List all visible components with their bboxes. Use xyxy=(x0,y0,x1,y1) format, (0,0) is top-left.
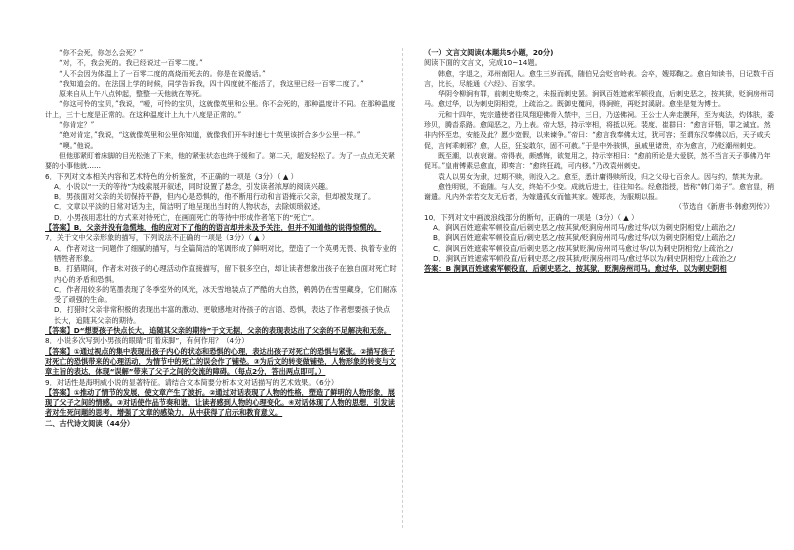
left-paragraph: “我知道会的。在法国上学的时候，同学告诉我，四十四度就不能活了，我这里已经一百零二度了。” xyxy=(59,79,364,88)
left-paragraph: D．打猎时父亲非常积极的表现出丰富的激动、更敏感地对待孩子的言语、恐惧，表达了作者想要孩子快点长大，追随其父亲的期待。 xyxy=(54,305,391,325)
left-paragraph: “噢。”他说。 xyxy=(59,141,98,150)
right-paragraph: 华阴令柳涧有罪，前刺史劾奏之，未报而刺史罢。涧讽百姓遮索军顿役直，后刺史恶之，按其狱，贬涧房州司马。愈过华，以为刺史阴相党，上疏治之。既御史覆问，得涧赃，再贬封溪尉。愈坐是复为博士。 xyxy=(424,90,774,109)
right-paragraph: 10．下列对文中画波浪线部分的断句，正确的一项是（3分）（ ▲ ） xyxy=(424,212,639,222)
left-paragraph: “你不会死，你怎么会死？” xyxy=(59,49,144,57)
left-paragraph: 8．小说多次写到小男孩的眼睛“盯着床脚”，有何作用？（4分） xyxy=(45,336,249,346)
right-paragraph: A．涧讽百姓遮索军顿役直/后刺史恶之/按其狱/贬涧房州司马/愈过华/以为刺史阴相党/上疏治之/ xyxy=(433,223,736,233)
right-paragraph: D．涧讽百姓遮索军顿役直/后刺史恶之/按其狱/贬涧房州司马/愈过华以为/刺史阴相党/上疏治之/ xyxy=(433,253,736,263)
right-paragraph: 袁人以男女为隶，过期不赎，则没入之。愈至，悉计庸得赎所没，归之父母七百余人。因与约，禁其为隶。 xyxy=(438,172,767,181)
left-paragraph: 【答案】B．父亲并没有急慌地，他的应对下了他的的语言却并未及予关注，但并不知道他的说得惊慌的。 xyxy=(45,223,382,233)
left-paragraph: A．小说以“一天的等待”为线索展开叙述，同时设置了悬念，引发读者浓厚的阅读兴趣。 xyxy=(54,181,333,191)
left-paragraph: “对，不，我会死的。我已经说过一百零二度。” xyxy=(59,59,203,68)
right-paragraph: 既至潮，以表哀谢。帝得表，颇感悔，欲复用之，持示宰相曰：“愈前所论是大爱朕，然不当言天子事佛乃年促耳。”皇甫镈素忌愈直，即奏言：“愈终狂疏，可内移。”乃改袁州刺史。 xyxy=(424,151,771,171)
right-paragraph: 愈性明锐，不诡随。与人交，终始不少变。成就后进士，往往知名。经愈指授，皆称“韩门弟子”。愈官显，稍谢遣。凡内外亲若交友无后者，为嫁遣孤女而恤其家。嫂郑丧，为服期以报。 xyxy=(424,182,775,202)
right-paragraph: 韩愈，字退之，邓州南阳人。愈生三岁而孤，随伯兄会贬官岭表。会卒，嫂郑鞠之。愈自知读书，日记数千百言，比长，尽能通《六经》、百家学。 xyxy=(424,69,774,88)
left-paragraph: 7．关于文中父亲形象的描写，下列说法不正确的一项是（3分）（ ▲ ） xyxy=(45,233,270,243)
left-paragraph: B．男孩面对父亲的关切保持平静，但内心是恐惧的，他不断用行动和言语掩示父亲，但却被发现了。 xyxy=(54,192,376,202)
left-paragraph: “你这可怜的宝贝，”我说，“嗳，可怜的宝贝，这就像英里和公里。你不会死的，那种温度计不同。在那种温度计上，三十七度是正常的。在这种温度计上九十八度是正常的。” xyxy=(45,100,396,119)
left-paragraph: 【答案】①通过视点的集中表现出孩子内心的状态和恐惧的心理，表达出孩子对死亡的恐惧与紧张。②描写孩子对死亡的恐惧带来的心理活动，为情节中的死亡的误会作了铺垫。③为后文的转变做铺垫，人物形象的转变与文章主旨的表达，体现“误解”带来了父子之间的交流的障碍。（每点2分，答出两点即可。） xyxy=(45,346,397,377)
left-paragraph: “绝对肯定，”我说，“这就像英里和公里你知道，就像我们开车时速七十英里该折合多少公里一样。” xyxy=(59,131,361,140)
right-paragraph: B．涧讽百姓遮索军顿役直后/刺史恶之/按其狱/贬涧房州司马/愈过华/以为刺史阴相党/上疏治之/ xyxy=(433,233,736,243)
right-paragraph: （节选自《新唐书·韩愈列传》） xyxy=(674,202,774,212)
right-paragraph: （一）文言文阅读(本题共5小题，20分) xyxy=(424,48,554,57)
left-paragraph: 9．对话性是海明威小说的显著特征。请结合文本简要分析本文对话描写的艺术效果。（6分） xyxy=(45,377,339,387)
right-paragraph: 阅读下面的文言文，完成10~14题。 xyxy=(424,58,542,68)
left-paragraph: A．作者对这一问题作了细腻的描写，与全篇简洁的笔调形成了鲜明对比，塑造了一个英勇无畏、执着专业的牺牲者形象。 xyxy=(54,243,397,263)
left-paragraph: 【答案】①推动了情节的发展，使文章产生了波折。②通过对话表现了人物的性格，塑造了鲜明的人物形象，展现了父子之间的情感。③对话使作品节奏和谐，让读者感到人物的心理变化。④对话体现了人物的思想，引发读者对生死问题的思考，增强了文章的感染力，从中获得了启示和教育意义。 xyxy=(45,387,395,418)
left-paragraph: “你肯定？” xyxy=(59,121,95,130)
right-paragraph: 元和十四年，宪宗遣使者往凤翔迎佛骨入禁中，三日，乃送佛祠。王公士人奔走膜拜，至为夷法，灼体肤，委珍贝，腾沓系路。愈闻恶之，乃上表。帝大怒，持示宰相，将抵以死。裴度、崔群曰：“愈言讦牾，罪之诚宜。然非内怀至忠，安能及此？愿少宽假，以来谏争。”帝曰：“愈言我奉佛太过，犹可容；至谓东汉奉佛以后，天子咸夭促，言何乖刺邪？愈，人臣，狂妄敢尔，固不可赦。”于是中外骇惧，虽戚里诸贵，亦为愈言，乃贬潮州刺史。 xyxy=(424,110,774,150)
left-paragraph: 二、古代诗文阅读（44分） xyxy=(45,418,135,428)
left-paragraph: 但他那紧盯着床脚的目光松弛了下来，他的紧张状态也终于缓和了。第二天，超发轻松了。为了一点点无关紧要的小事他就…… xyxy=(45,151,395,171)
left-paragraph: C．文章以平淡的日常对话为主，简洁明了地呈现出当时的人物状态，去除烦琐叙述。 xyxy=(54,202,325,212)
left-paragraph: C．作者用较多的笔墨表现了冬季室外的风光，冰天雪地装点了严酷的大自然，鹌鹑仍在雪里藏身，它们耐冻受了顽强的生命。 xyxy=(54,284,397,305)
right-paragraph: C．涧讽百姓遮索军顿役直/后刺史恶之/按其狱贬涧/房州司马愈过华/以为刺史阴相党/上疏治之/ xyxy=(433,243,733,253)
right-column xyxy=(424,48,776,275)
left-paragraph: “人不会因为体温上了一百零二度的高烧而死去的。你是在说傻话。” xyxy=(59,69,266,78)
left-column xyxy=(45,48,397,429)
column-divider xyxy=(402,48,403,528)
left-paragraph: 6．下列对文本相关内容和艺术特色的分析鉴赏，不正确的一项是（3分）（ ▲ ） xyxy=(45,171,298,181)
left-paragraph: 【答案】D“想要孩子快点长大，追随其父亲的期待”于文无据，父亲的表现表达出了父亲的不足解决和无奈。 xyxy=(45,326,392,336)
left-paragraph: 原来自从上午八点钟起，整整一天他就在等死。 xyxy=(59,90,206,99)
left-paragraph: B．打猎期间，作者未对孩子的心理活动作直接描写，留下很多空白，却让读者想象出孩子在独自面对死亡时内心的矛盾和恐惧。 xyxy=(54,264,397,284)
left-paragraph: D．小男孩用悲壮的方式来对待死亡，在画面死亡的等待中形成作者笔下的“死亡”。 xyxy=(54,212,319,222)
right-paragraph: 答案：B 涧讽百姓遮索军顿役直，后刺史恶之，按其狱，贬涧房州司马。愈过华，以为刺史阴相 xyxy=(424,264,727,274)
